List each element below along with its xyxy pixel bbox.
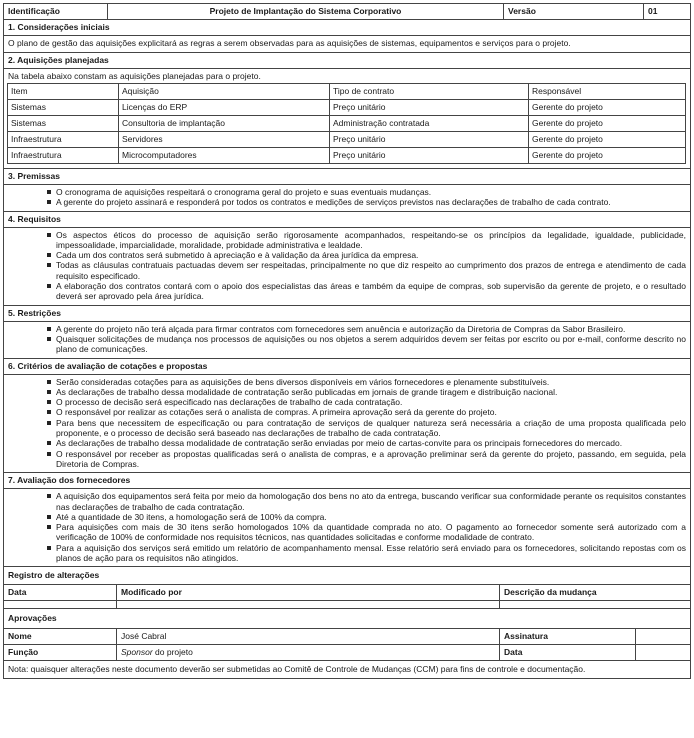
section-text: Na tabela abaixo constam as aquisições planejadas para o projeto. [8, 70, 261, 81]
change-log-empty-row [4, 601, 690, 609]
list-item: As declarações de trabalho dessa modalidade de contratação serão publicadas em jornais de grande tiragem e distribuição nacional. [56, 387, 686, 397]
table-cell: Sistemas [8, 100, 119, 116]
section-restrictions [4, 306, 690, 359]
modified-by-header: Modificado por [117, 585, 500, 600]
section-title: 3. Premissas [4, 169, 690, 185]
role-value [117, 645, 500, 660]
table-cell: Sistemas [8, 116, 119, 132]
table-row [8, 116, 686, 132]
table-cell: Gerente do projeto [529, 148, 686, 164]
table-cell: Preço unitário [330, 148, 529, 164]
change-log-header [4, 585, 690, 601]
section-premises [4, 169, 690, 212]
table-cell: Administração contratada [330, 116, 529, 132]
table-row [8, 132, 686, 148]
footer-note: Nota: quaisquer alterações neste documento deverão ser submetidas ao Comitê de Controle de Mudanças (CCM) para fins de controle e documentação. [8, 664, 586, 675]
table-header: Responsável [529, 84, 686, 100]
approvals-role-row [4, 645, 690, 661]
table-cell: Licenças do ERP [119, 100, 330, 116]
list-item: Serão consideradas cotações para as aquisições de bens diversos disponíveis em vários fornecedores e plenamente substituíveis. [56, 377, 686, 387]
project-title: Projeto de Implantação do Sistema Corporativo [108, 4, 504, 19]
section-supplier-evaluation [4, 473, 690, 567]
list-item: Os aspectos éticos do processo de aquisição serão rigorosamente acompanhados, respeitando-se os princípios da legalidade, igualdade, publicidade, impessoalidade, imparcialidade, moralidade, probidade administrativa e lealdade. [56, 229, 686, 250]
section-title: 4. Requisitos [4, 212, 690, 228]
name-label: Nome [4, 629, 117, 644]
bullet-list [8, 377, 686, 470]
table-header: Item [8, 84, 119, 100]
list-item: O responsável por realizar as cotações será o analista de compras. A primeira aprovação será da gerente do projeto. [56, 407, 686, 417]
table-cell: Preço unitário [330, 132, 529, 148]
section-initial-considerations [4, 20, 690, 53]
acquisitions-table [7, 83, 686, 164]
signature-value [636, 629, 690, 644]
table-cell: Consultoria de implantação [119, 116, 330, 132]
list-item: O processo de decisão será especificado nas declarações de trabalho de cada contratação. [56, 397, 686, 407]
bullet-list [8, 187, 686, 208]
list-item: A gerente do projeto assinará e responderá por todos os contratos e medições de serviços previstos nas declarações de trabalho de cada contrato. [56, 197, 686, 207]
section-text: O plano de gestão das aquisições explicitará as regras a serem observadas para as aquisições de sistemas, equipamentos e serviços para o projeto. [8, 38, 571, 48]
bullet-list [8, 230, 686, 302]
identification-label: Identificação [4, 4, 108, 19]
section-title: 2. Aquisições planejadas [4, 53, 690, 69]
change-log-title: Registro de alterações [4, 567, 690, 585]
list-item: Até a quantidade de 30 itens, a homologação será de 100% da compra. [56, 512, 686, 522]
table-cell: Preço unitário [330, 100, 529, 116]
approvals-title: Aprovações [4, 609, 690, 629]
role-rest: do projeto [152, 647, 193, 658]
signature-label: Assinatura [500, 629, 636, 644]
name-value: José Cabral [117, 629, 500, 644]
table-header-row [8, 84, 686, 100]
table-cell: Gerente do projeto [529, 100, 686, 116]
table-header: Tipo de contrato [330, 84, 529, 100]
section-title: 1. Considerações iniciais [4, 20, 690, 36]
table-header: Aquisição [119, 84, 330, 100]
date-value [636, 645, 690, 660]
role-italic: Sponsor [121, 647, 153, 658]
version-label: Versão [504, 4, 644, 19]
table-row [8, 148, 686, 164]
version-value: 01 [648, 6, 658, 16]
table-cell: Infraestrutura [8, 132, 119, 148]
table-row [8, 100, 686, 116]
list-item: Para bens que necessitem de especificação ou para contratação de serviços de qualquer natureza será necessária a criação de uma proposta qualificada pelo proponente, e o processo de decisão será baseado nas declarações de trabalho de cada contratação. [56, 417, 686, 439]
section-planned-acquisitions [4, 53, 690, 170]
document [3, 3, 691, 679]
section-title: 7. Avaliação dos fornecedores [4, 473, 690, 489]
date-header: Data [4, 585, 117, 600]
list-item: A gerente do projeto não terá alçada para firmar contratos com fornecedores sem anuência e autorização da Diretoria de Compras da Sabor Brasileiro. [56, 324, 686, 334]
approvals-name-row [4, 629, 690, 645]
section-title: 6. Critérios de avaliação de cotações e propostas [4, 359, 690, 375]
change-description-header: Descrição da mudança [504, 587, 597, 598]
table-cell: Gerente do projeto [529, 116, 686, 132]
list-item: A aquisição dos equipamentos será feita por meio da homologação dos bens no ato da entrega, buscando verificar sua conformidade perante os requisitos constantes nas declarações de trabalho de cada contratação. [56, 491, 686, 512]
table-cell: Infraestrutura [8, 148, 119, 164]
table-cell: Gerente do projeto [529, 132, 686, 148]
list-item: Para aquisições com mais de 30 itens serão homologados 10% da quantidade comprada no ato. O pagamento ao fornecedor somente será autorizado com a verificação de 100% de conformidade nos requisitos técnicos, nas quantidades solicitadas e conforme modalidade de contrato. [56, 522, 686, 543]
list-item: As declarações de trabalho dessa modalidade de contratação serão enviadas por meio de cartas-convite para os principais fornecedores do mercado. [56, 438, 686, 448]
section-title: 5. Restrições [4, 306, 690, 322]
table-cell: Microcomputadores [119, 148, 330, 164]
list-item: Quaisquer solicitações de mudança nos processos de aquisições ou nos objetos a serem adquiridos devem ser feitas por escrito ou por e-mail, conforme descrito no plano de comunicações. [56, 333, 686, 355]
section-evaluation-criteria [4, 359, 690, 474]
header-row [4, 4, 690, 20]
section-requirements [4, 212, 690, 306]
list-item: O cronograma de aquisições respeitará o cronograma geral do projeto e suas eventuais mudanças. [56, 187, 686, 197]
list-item: Cada um dos contratos será submetido à apreciação e à validação da área jurídica da empresa. [56, 250, 686, 260]
table-cell: Servidores [119, 132, 330, 148]
list-item: Todas as cláusulas contratuais pactuadas devem ser respeitadas, principalmente no que diz respeito ao cumprimento dos prazos de entrega e atendimento de cada requisito especificado. [56, 260, 686, 281]
bullet-list [8, 324, 686, 355]
list-item: A elaboração dos contratos contará com o apoio dos especialistas das áreas e também da equipe de compras, sob supervisão da gerente de projeto, e o resultado deverá ser aprovado pela área jurídica. [56, 281, 686, 302]
bullet-list [8, 491, 686, 563]
list-item: O responsável por receber as propostas qualificadas será o analista de compras, e a aprovação preliminar será da gerente do projeto, passando, em seguida, pela Diretoria de Compras. [56, 448, 686, 469]
role-label: Função [4, 645, 117, 660]
list-item: Para a aquisição dos serviços será emitido um relatório de acompanhamento mensal. Esse relatório será enviado para os fornecedores, solicitando repostas com os planos de ação para os requisitos não atingidos. [56, 542, 686, 564]
date-label: Data [500, 645, 636, 660]
